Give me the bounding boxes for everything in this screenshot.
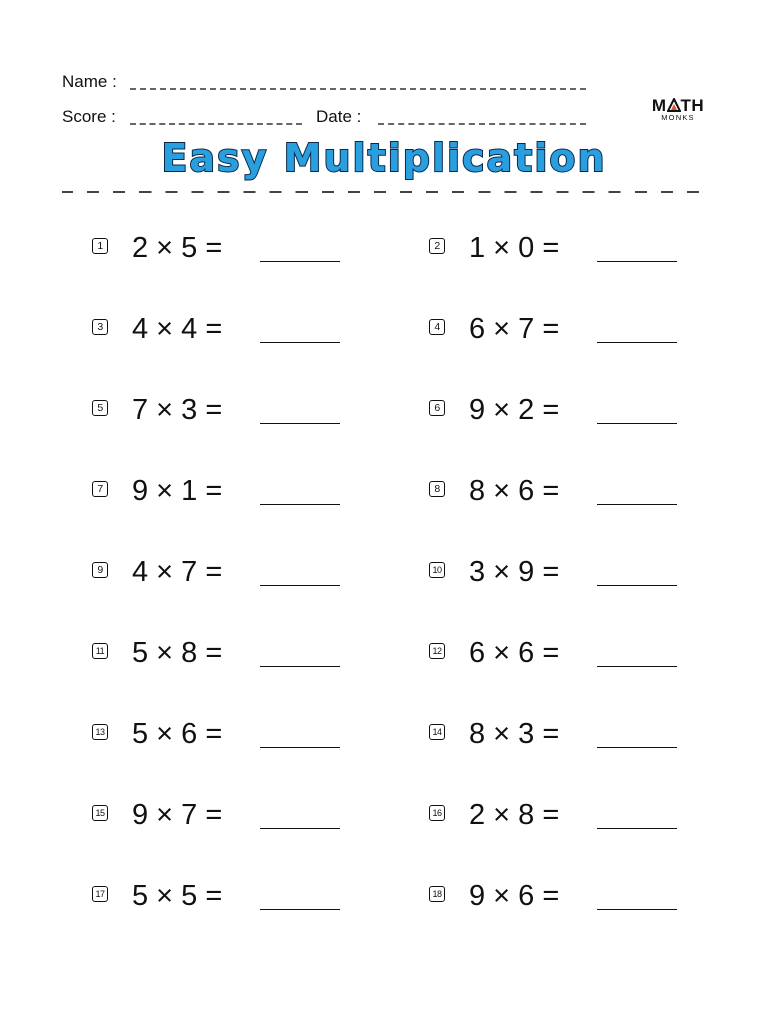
problem-item <box>92 394 352 438</box>
problem-item <box>429 313 689 357</box>
worksheet-title: Easy Multiplication <box>161 136 607 180</box>
answer-blank[interactable] <box>260 747 340 748</box>
answer-blank[interactable] <box>260 261 340 262</box>
problem-item <box>92 880 352 924</box>
answer-blank[interactable] <box>260 909 340 910</box>
problem-item <box>92 313 352 357</box>
answer-blank[interactable] <box>260 666 340 667</box>
problem-number: 9 <box>92 562 108 578</box>
problem-number: 17 <box>92 886 108 902</box>
problem-item <box>92 556 352 600</box>
problem-expression: 9 × 1 = <box>132 475 223 507</box>
problem-item <box>429 880 689 924</box>
problem-expression: 3 × 9 = <box>469 556 560 588</box>
problem-expression: 1 × 0 = <box>469 232 560 264</box>
answer-blank[interactable] <box>260 342 340 343</box>
problem-number: 6 <box>429 400 445 416</box>
problem-number: 12 <box>429 643 445 659</box>
title-divider <box>62 191 710 193</box>
problem-item <box>92 475 352 519</box>
problem-number: 8 <box>429 481 445 497</box>
answer-blank[interactable] <box>597 828 677 829</box>
problem-expression: 7 × 3 = <box>132 394 223 426</box>
problem-expression: 8 × 3 = <box>469 718 560 750</box>
problem-number: 3 <box>92 319 108 335</box>
problem-number: 16 <box>429 805 445 821</box>
problem-expression: 2 × 5 = <box>132 232 223 264</box>
answer-blank[interactable] <box>597 342 677 343</box>
problem-number: 10 <box>429 562 445 578</box>
logo-text-right: TH <box>680 96 705 115</box>
problem-expression: 9 × 2 = <box>469 394 560 426</box>
date-field[interactable] <box>378 123 586 125</box>
answer-blank[interactable] <box>260 828 340 829</box>
problem-item <box>429 718 689 762</box>
problem-expression: 4 × 4 = <box>132 313 223 345</box>
problem-expression: 4 × 7 = <box>132 556 223 588</box>
problem-number: 1 <box>92 238 108 254</box>
problem-item <box>429 637 689 681</box>
answer-blank[interactable] <box>597 666 677 667</box>
problem-number: 7 <box>92 481 108 497</box>
answer-blank[interactable] <box>597 423 677 424</box>
answer-blank[interactable] <box>597 261 677 262</box>
answer-blank[interactable] <box>597 747 677 748</box>
answer-blank[interactable] <box>260 585 340 586</box>
answer-blank[interactable] <box>260 423 340 424</box>
problem-number: 4 <box>429 319 445 335</box>
problem-item <box>429 556 689 600</box>
math-monks-logo <box>650 96 706 122</box>
name-label: Name : <box>62 72 117 91</box>
problem-number: 14 <box>429 724 445 740</box>
logo-subtext: MONKS <box>661 113 695 122</box>
problem-expression: 6 × 7 = <box>469 313 560 345</box>
name-field[interactable] <box>130 88 586 90</box>
problem-expression: 9 × 7 = <box>132 799 223 831</box>
problem-number: 15 <box>92 805 108 821</box>
logo-text-left: M <box>651 96 667 115</box>
problem-item <box>92 718 352 762</box>
logo-wordmark <box>652 96 704 116</box>
problem-number: 18 <box>429 886 445 902</box>
problem-number: 13 <box>92 724 108 740</box>
problem-expression: 9 × 6 = <box>469 880 560 912</box>
problem-item <box>429 232 689 276</box>
problem-expression: 5 × 6 = <box>132 718 223 750</box>
problem-expression: 5 × 5 = <box>132 880 223 912</box>
problem-expression: 6 × 6 = <box>469 637 560 669</box>
date-label: Date : <box>316 107 362 126</box>
problem-number: 5 <box>92 400 108 416</box>
answer-blank[interactable] <box>597 504 677 505</box>
problem-item <box>429 394 689 438</box>
problem-number: 11 <box>92 643 108 659</box>
problem-number: 2 <box>429 238 445 254</box>
logo-triangle-icon <box>667 97 681 111</box>
problem-item <box>429 475 689 519</box>
problem-expression: 8 × 6 = <box>469 475 560 507</box>
score-field[interactable] <box>130 123 302 125</box>
problem-expression: 5 × 8 = <box>132 637 223 669</box>
answer-blank[interactable] <box>597 585 677 586</box>
answer-blank[interactable] <box>597 909 677 910</box>
problem-item <box>92 637 352 681</box>
problem-item <box>429 799 689 843</box>
score-label: Score : <box>62 107 116 126</box>
problem-item <box>92 232 352 276</box>
answer-blank[interactable] <box>260 504 340 505</box>
problem-expression: 2 × 8 = <box>469 799 560 831</box>
problem-item <box>92 799 352 843</box>
